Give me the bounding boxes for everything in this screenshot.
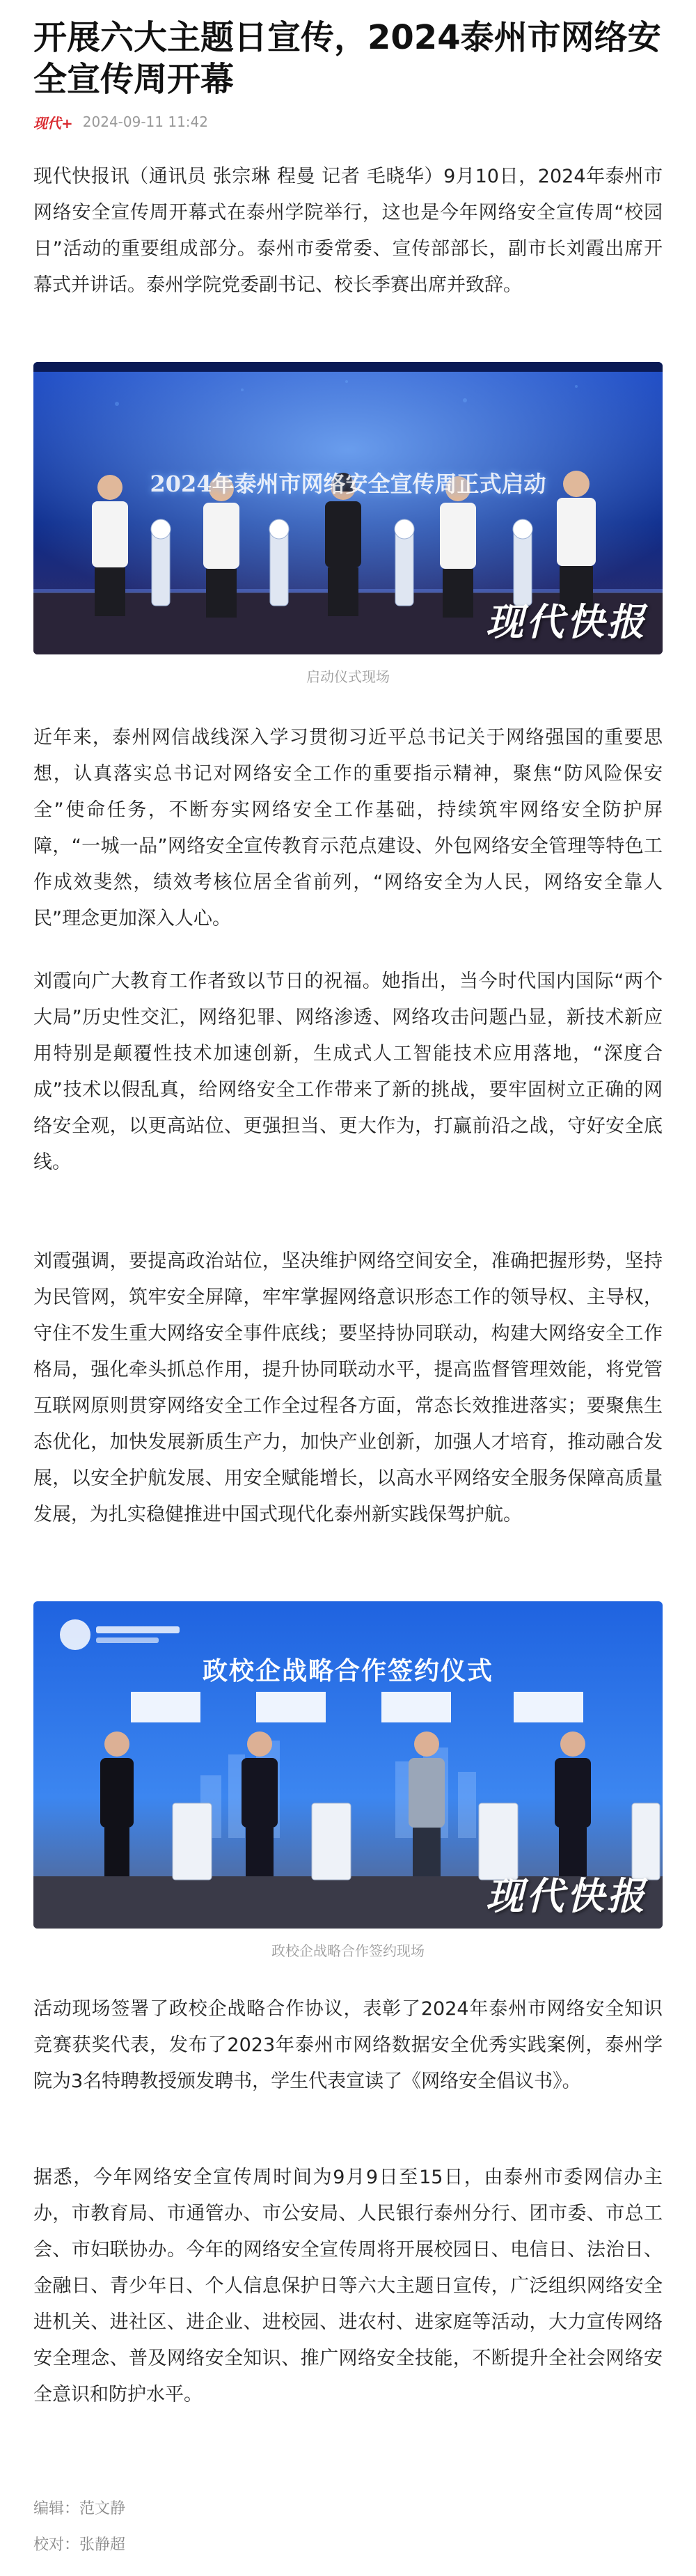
figure-signing-ceremony (33, 1601, 663, 1961)
figure-caption: 启动仪式现场 (306, 668, 390, 685)
article-paragraph-1: 现代快报讯（通讯员 张宗琳 程曼 记者 毛晓华）9月10日，2024年泰州市网络安全宣传周开幕式在泰州学院举行，这也是今年网络安全宣传周“校园日”活动的重要组成部分。泰州市委常委、宣传部部长，副市长刘霞出席开幕式并讲话。泰州学院党委副书记、校长季赛出席并致辞。 (33, 166, 663, 296)
article-title: 开展六大主题日宣传，2024泰州市网络安全宣传周开幕 (33, 18, 661, 99)
article-paragraph-4: 刘霞强调，要提高政治站位，坚决维护网络空间安全，准确把握形势，坚持为民管网，筑牢安全屏障，牢牢掌握网络意识形态工作的领导权、主导权，守住不发生重大网络安全事件底线；要坚持协同联动，构建大网络安全工作格局，强化牵头抓总作用，提升协同联动水平，提高监督管理效能，将党管互联网原则贯穿网络安全工作全过程各方面，常态长效推进落实；要聚焦生态优化，加快发展新质生产力，加快产业创新，加强人才培育，推动融合发展，以安全护航发展、用安全赋能增长，以高水平网络安全服务保障高质量发展，为扎实稳健推进中国式现代化泰州新实践保驾护航。 (33, 1250, 663, 1525)
figure-caption: 政校企战略合作签约现场 (271, 1942, 425, 1959)
article-paragraph-3: 刘霞向广大教育工作者致以节日的祝福。她指出，当今时代国内国际“两个大局”历史性交汇，网络犯罪、网络渗透、网络攻击问题凸显，新技术新应用特别是颠覆性技术加速创新，生成式人工智能技术应用落地，“深度合成”技术以假乱真，给网络安全工作带来了新的挑战，要牢固树立正确的网络安全观，以更高站位、更强担当、更大作为，打赢前沿之战，守好安全底线。 (33, 971, 663, 1173)
article-paragraph-6: 据悉，今年网络安全宣传周时间为9月9日至15日，由泰州市委网信办主办，市教育局、市通管办、市公安局、人民银行泰州分行、团市委、市总工会、市妇联协办。今年的网络安全宣传周将开展校园日、电信日、法治日、金融日、青少年日、个人信息保护日等六大主题日宣传，广泛组织网络安全进机关、进社区、进企业、进校园、进农村、进家庭等活动，大力宣传网络安全理念、普及网络安全知识、推广网络安全技能，不断提升全社会网络安全意识和防护水平。 (33, 2167, 663, 2405)
article-paragraph-5: 活动现场签署了政校企战略合作协议，表彰了2024年泰州市网络安全知识竞赛获奖代表，发布了2023年泰州市网络数据安全优秀实践案例，泰州学院为3名特聘教授颁发聘书，学生代表宣读了《网络安全倡议书》。 (33, 1998, 663, 2092)
launch-ceremony-photo (33, 362, 663, 654)
editor-credit: 编辑：范文静 (33, 2500, 126, 2518)
article-paragraph-2: 近年来，泰州网信战线深入学习贯彻习近平总书记关于网络强国的重要思想，认真落实总书记对网络安全工作的重要指示精神，聚焦“防风险保安全”使命任务，不断夯实网络安全工作基础，持续筑牢网络安全防护屏障，“一城一品”网络安全宣传教育示范点建设、外包网络安全管理等特色工作成效斐然，绩效考核位居全省前列，“网络安全为人民，网络安全靠人民”理念更加深入人心。 (33, 727, 663, 929)
figure-launch-ceremony (33, 362, 663, 686)
source-logo: 现代+ (33, 114, 73, 132)
proofreader-credit: 校对：张静超 (33, 2536, 126, 2554)
signing-ceremony-photo (33, 1601, 663, 1929)
watermark-logo: 现代快报 (486, 599, 647, 644)
signing-banner-text: 政校企战略合作签约仪式 (202, 1656, 493, 1686)
article-meta (33, 111, 208, 132)
launch-banner-text: 2024年泰州市网络安全宣传周正式启动 (150, 471, 546, 497)
watermark-logo: 现代快报 (486, 1874, 647, 1918)
publish-time: 2024-09-11 11:42 (82, 113, 208, 130)
